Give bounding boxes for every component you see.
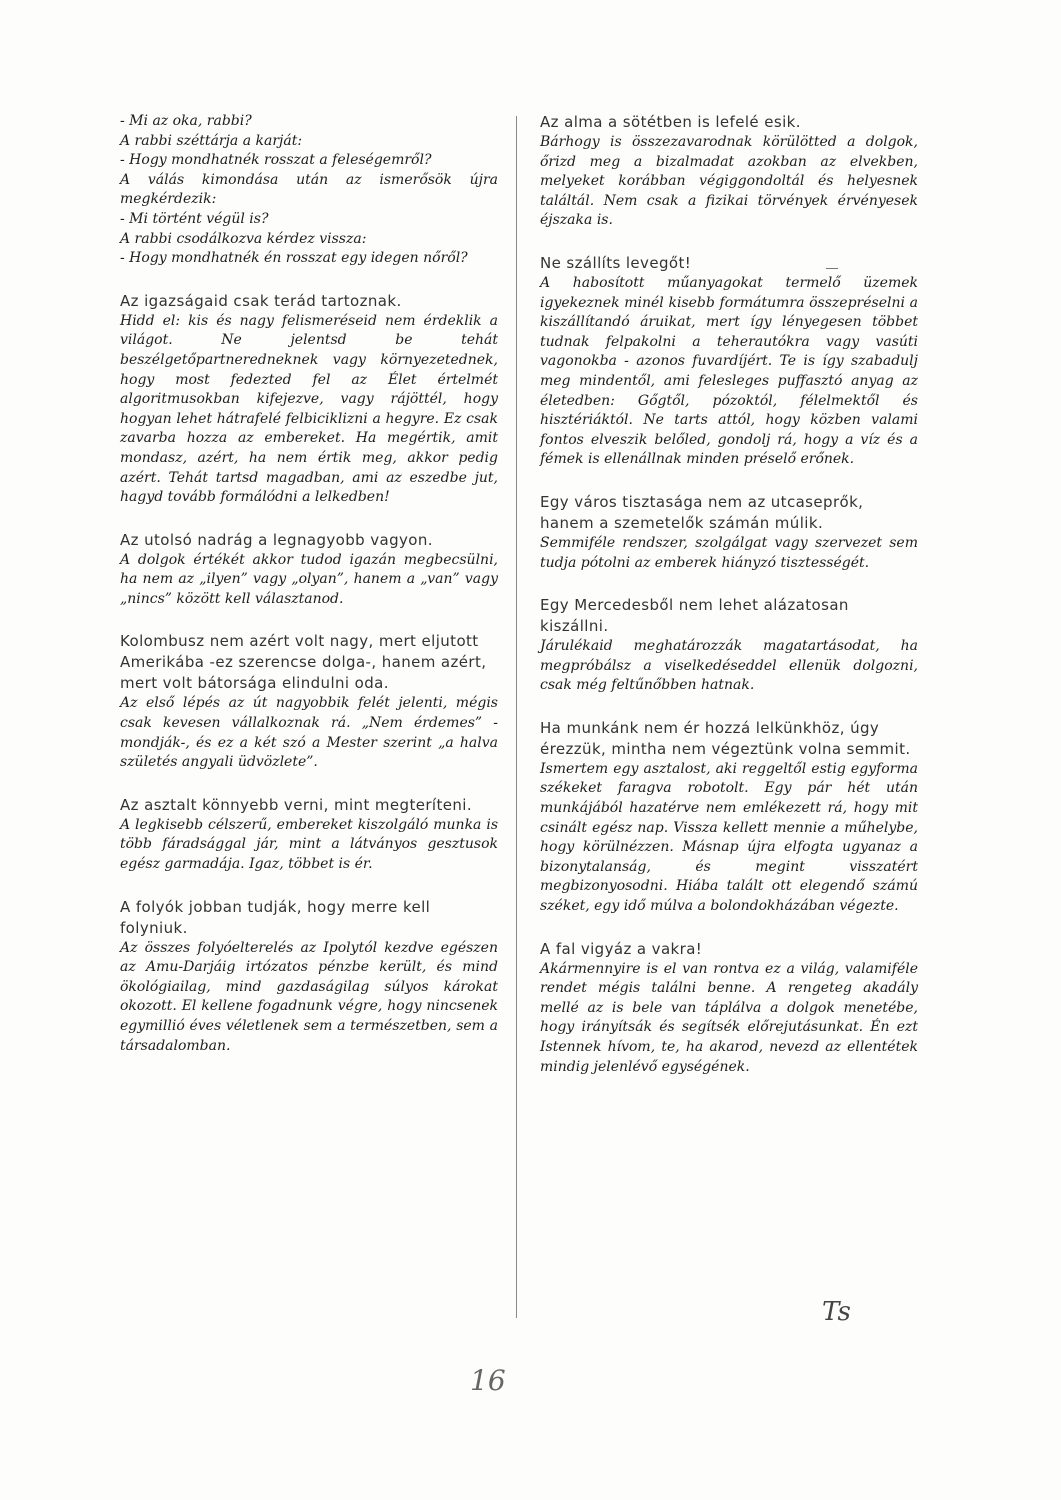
aphorism-body: Az összes folyóelterelés az Ipolytól kezdve egészen az Amu-Darjáig irtózatos pénzbe került, és mind ökológiailag, mind gazdaságilag súlyos károkat okozott. El kellene fogadnunk végre, hogy nincsenek egymillió éves véletlenek sem a természetben, sem a társadalomban. bbox=[120, 939, 498, 1054]
text-line: - Mi az oka, rabbi? bbox=[120, 113, 252, 129]
aphorism-section bbox=[540, 595, 918, 696]
aphorism-section bbox=[120, 291, 498, 508]
aphorism-body: A dolgok értékét akkor tudod igazán megbecsülni, ha nem az „ilyen” vagy „olyan”, hanem a „van” vagy „nincs” között kell választanod. bbox=[120, 551, 498, 607]
aphorism-title: Az asztalt könnyebb verni, mint megteríteni. bbox=[120, 795, 473, 814]
aphorism-section bbox=[540, 718, 918, 917]
author-signature: Ts bbox=[822, 1297, 851, 1327]
aphorism-section bbox=[540, 253, 918, 470]
aphorism-section bbox=[540, 939, 918, 1078]
aphorism-body: A legkisebb célszerű, embereket kiszolgáló munka is több fáradsággal jár, mint a látványos gesztusok egész garmadája. Igaz, többet is ér. bbox=[120, 816, 498, 873]
left-column bbox=[120, 112, 498, 1078]
aphorism-title: Ne szállíts levegőt! bbox=[540, 253, 692, 272]
aphorism-title: Az utolsó nadrág a legnagyobb vagyon. bbox=[120, 530, 433, 549]
aphorism-section bbox=[120, 631, 498, 772]
aphorism-body: Hidd el: kis és nagy felismeréseid nem érdeklik a világot. Ne jelentsd be tehát beszélgetőpartneredneknek vagy környezetednek, hogy most fedezted fel az Élet értelmét algoritmusokban kifejezve, vagy rájöttél, hogy hogyan lehet hátrafelé felbiciklizni a hegyre. Ez csak zavarba hozza az embereket. Ha megértik, amit mondasz, azért, ha nem értik meg, akkor pedig azért. Tehát tartsd magadban, ami az eszedbe jut, hagyd tovább formálódni a lelkedben! bbox=[120, 312, 498, 506]
aphorism-section bbox=[120, 795, 498, 875]
text-line: A rabbi csodálkozva kérdez vissza: bbox=[120, 230, 367, 247]
aphorism-section bbox=[540, 112, 918, 231]
aphorism-title: Egy Mercedesből nem lehet alázatosan kiszállni. bbox=[540, 596, 849, 636]
text-line: - Mi történt végül is? bbox=[120, 210, 269, 227]
aphorism-body: Akármennyire is el van rontva ez a világ, valamiféle rendet mégis találni benne. A rengeteg akadály mellé az is bele van táplálva a dolgok menetébe, hogy irányítsák és segítsék előrejutásunkat. Én ezt Istennek hívom, te, ha akarod, nevezd az ellentétek mindig jelenlévő egységének. bbox=[540, 960, 918, 1075]
aphorism-section bbox=[540, 492, 918, 573]
page-number: 16 bbox=[470, 1364, 506, 1397]
rabbi-anecdote bbox=[120, 112, 498, 269]
aphorism-title: A fal vigyáz a vakra! bbox=[540, 939, 703, 958]
aphorism-section bbox=[120, 897, 498, 1057]
aphorism-body: Bárhogy is összezavarodnak körülötted a dolgok, őrizd meg a bizalmadat azokban az elvekben, melyeket korábban végiggondoltál és helyesnek találtál. Nem csak a fizikai törvények érvényesek éjszaka is. bbox=[540, 134, 918, 229]
text-line: A rabbi széttárja a karját: bbox=[120, 132, 303, 149]
aphorism-title: Egy város tisztasága nem az utcaseprők, hanem a szemetelők számán múlik. bbox=[540, 492, 864, 532]
column-divider bbox=[516, 116, 517, 1318]
aphorism-body: A habosított műanyagokat termelő üzemek igyekeznek minél kisebb formátumra összepréselni a kiszállítandó áruikat, mert így lényegesen többet tudnak felpakolni a teherautókra vagy vasúti vagonokba - azonos fuvardíjért. Te is így szabadulj meg mindentől, ami felesleges puffasztó anyag az életedben: Gőgtől, pózoktól, félelmektől és hisztériáktól. Ne tarts attól, hogy közben valami fontos elveszik belőled, gondolj rá, hogy a víz és a fémek is ellenállnak minden préselő erőnek. bbox=[540, 274, 918, 468]
aphorism-section bbox=[120, 530, 498, 610]
right-column bbox=[540, 112, 918, 1099]
aphorism-title: Az alma a sötétben is lefelé esik. bbox=[540, 113, 801, 131]
aphorism-title: A folyók jobban tudják, hogy merre kell folyniuk. bbox=[120, 897, 431, 937]
aphorism-title: Kolombusz nem azért volt nagy, mert eljutott Amerikába -ez szerencse dolga-, hanem azért, mert volt bátorsága elindulni oda. bbox=[120, 632, 487, 693]
text-line: - Hogy mondhatnék rosszat a feleségemről? bbox=[120, 152, 432, 169]
aphorism-title: Az igazságaid csak terád tartoznak. bbox=[120, 291, 402, 310]
aphorism-body: Semmiféle rendszer, szolgálgat vagy szervezet sem tudja pótolni az emberek hiányzó tisztességét. bbox=[540, 534, 918, 571]
text-line: A válás kimondása után az ismerősök újra megkérdezik: bbox=[120, 171, 498, 208]
text-line: - Hogy mondhatnék én rosszat egy idegen nőről? bbox=[120, 250, 468, 267]
aphorism-body: Ismertem egy asztalost, aki reggeltől estig egyforma székeket faragva robotolt. Egy pár hét után munkájából hazatérve nem emlékezett rá, hogy mit csinált egész nap. Vissza kellett mennie a műhelybe, hogy körülnézzen. Másnap újra elfogta ugyanaz a bizonytalanság, és megint visszatért megbizonyosodni. Hiába talált ott elegendő számú széket, egy idő múlva a bolondokházában végezte. bbox=[540, 760, 918, 915]
aphorism-body: Az első lépés az út nagyobbik felét jelenti, mégis csak kevesen vállalkoznak rá. „Nem érdemes” - mondják-, és ez a két szó a Mester szerint „a halva születés angyali üdvözlete”. bbox=[120, 695, 498, 771]
aphorism-title: Ha munkánk nem ér hozzá lelkünkhöz, úgy érezzük, mintha nem végeztünk volna semmit. bbox=[540, 718, 911, 758]
aphorism-body: Járulékaid meghatározzák magatartásodat, ha megpróbálsz a viselkedéseddel ellenük dolgozni, csak még feltűnőbben hatnak. bbox=[540, 638, 918, 694]
